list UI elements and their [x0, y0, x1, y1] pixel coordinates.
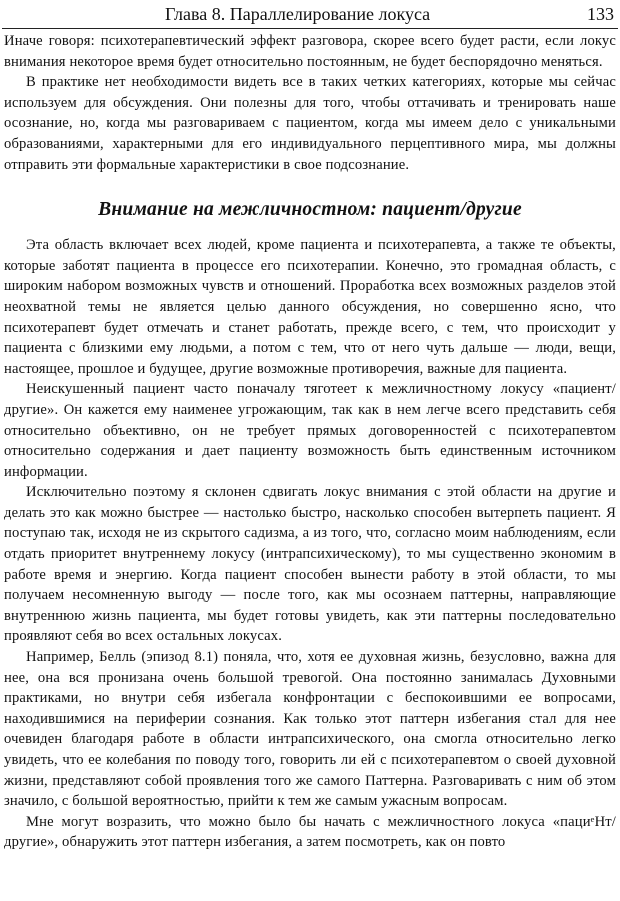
header-rule — [2, 28, 618, 29]
paragraph: Эта область включает всех людей, кроме пациента и психотерапевта, а также те объекты, которые заботят пациента в процессе его психотерапии. Конечно, это громадная область, с широким набором возможных чувств и отношений. Проработка всех возможных разделов этой неохватной темы не является целью данного обсуждения, но совершенно ясно, что психотерапевт будет отмечать и станет работать, прежде всего, с тем, что происходит у пациента с близкими ему людьми, а потом с тем, что от него чуть дальше — люди, вещи, настоящее, прошлое и будущее, другие возможные противоречия, важные для пациента. — [4, 237, 616, 377]
paragraph: Исключительно поэтому я склонен сдвигать локус внимания с этой области на другие и делать это как можно быстрее — настолько быстро, насколько способен вытерпеть пациент. Я поступаю так, исходя не из скрытого садизма, а из того, что, согласно моим наблюдениям, если отдать приоритет внутреннему локусу (интрапсихическому), то мы существенно экономим в работе время и энергию. Когда пациент способен вынести работу в этой области, то мы получаем несомненную выгоду — после того, как мы осознаем паттерны, направляющие внутреннюю жизнь пациента, мы будет готовы увидеть, как эти паттерны последовательно проявляют себя во всех остальных локусах. — [4, 484, 616, 645]
page-number: 133 — [587, 4, 614, 24]
running-header — [0, 2, 620, 28]
paragraph: Неискушенный пациент часто поначалу тяготеет к межличностному локусу «пациент/другие». Он кажется ему наименее угрожающим, так как в нем легче всего представить себя относительно объективно, он не требует прямых договоренностей с психотерапевтом относительно содержания и дает пациенту возможность быть единственным источником информации. — [4, 381, 616, 480]
paragraph: Иначе говоря: психотерапевтический эффект разговора, скорее всего будет расти, если локус внимания некоторое время будет относительно постоянным, не будет беспорядочно меняться. — [4, 33, 616, 70]
paragraph: Например, Белль (эпизод 8.1) поняла, что, хотя ее духовная жизнь, безусловно, важна для нее, она вся пронизана очень большой тревогой. Она постоянно занималась Духовными практиками, но внутри себя избегала конфронтации с беспокоившими ее вопросами, находившимися на периферии сознания. Как только этот паттерн избегания стал для нее очевиден благодаря работе в области интрапсихического, она смогла относительно легко увидеть, что ее колебания по поводу того, говорить ли ей с психотерапевтом о своей духовной жизни, представляют собой проявления того же самого Паттерна. Разговаривать с ним об этом значило, с большой вероятностью, прийти к тем же самым ужасным вопросам. — [4, 649, 616, 810]
body-text — [4, 31, 616, 853]
chapter-title: Глава 8. Параллелирование локуса — [165, 4, 431, 24]
section-heading: Внимание на межличностном: пациент/другие — [98, 199, 522, 221]
paragraph: В практике нет необходимости видеть все в таких четких категориях, которые мы сейчас используем для обсуждения. Они полезны для того, чтобы оттачивать и тренировать наше осознание, но, когда мы разговариваем с пациентом, когда мы имеем дело с уникальными образованиями, характерными для его индивидуального перцептивного мира, мы должны отправить эти формальные характеристики в свое подсознание. — [4, 74, 616, 173]
paragraph: Мне могут возразить, что можно было бы начать с межличностного локуса «пациᵉНт/другие», обнаружить этот паттерн избегания, а затем посмотреть, как он повто — [4, 813, 616, 851]
